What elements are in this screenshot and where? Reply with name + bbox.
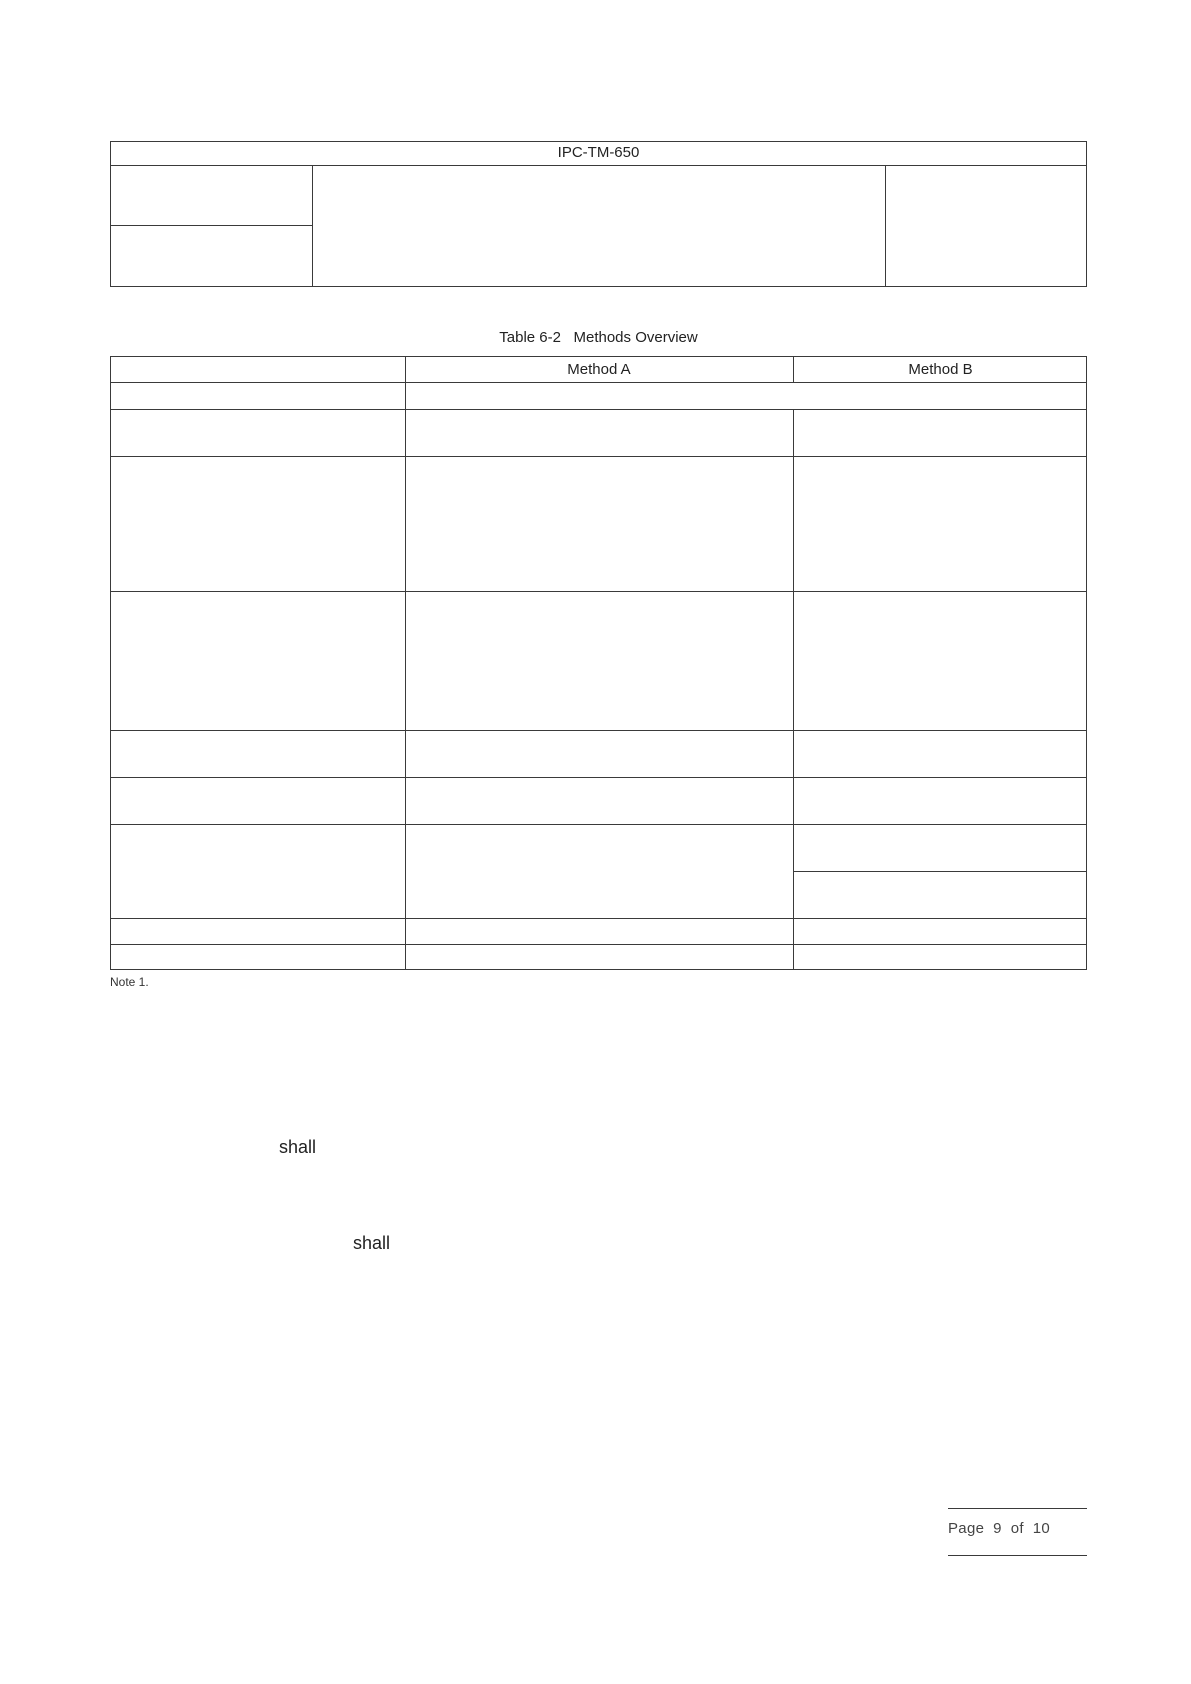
header-divider-horizontal xyxy=(111,225,312,226)
row-separator xyxy=(111,409,1086,410)
column-separator-1 xyxy=(405,357,406,969)
footer-rule-top xyxy=(948,1508,1087,1509)
row-separator xyxy=(111,777,1086,778)
footer-rule-bottom xyxy=(948,1555,1087,1556)
header-divider-right xyxy=(885,165,886,286)
row-separator xyxy=(111,944,1086,945)
methods-overview-table xyxy=(110,356,1087,970)
header-title: IPC-TM-650 xyxy=(111,142,1086,166)
body-word-shall-2: shall xyxy=(353,1233,391,1253)
column-header-method-a: Method A xyxy=(567,361,631,378)
row-separator xyxy=(111,918,1086,919)
page-number: Page 9 of 10 xyxy=(948,1520,1051,1537)
body-word-shall-1: shall xyxy=(279,1137,317,1157)
header-divider-left xyxy=(312,165,313,286)
row-separator xyxy=(111,456,1086,457)
table-caption: Table 6-2 Methods Overview xyxy=(499,329,698,346)
column-separator-2-header xyxy=(793,357,794,382)
column-header-method-b: Method B xyxy=(908,361,973,378)
row-separator xyxy=(111,382,1086,383)
document-header xyxy=(110,141,1087,287)
table-note: Note 1. xyxy=(110,975,149,989)
row-separator xyxy=(111,591,1086,592)
row-separator-method-b xyxy=(794,871,1087,872)
row-separator xyxy=(111,824,1086,825)
row-separator xyxy=(111,730,1086,731)
column-separator-2 xyxy=(793,409,794,969)
